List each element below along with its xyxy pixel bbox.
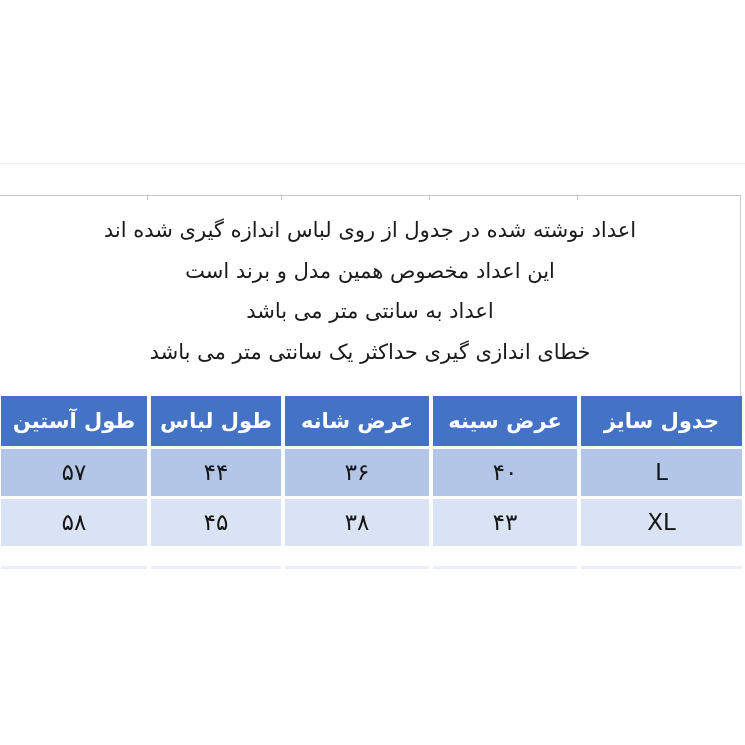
cell-chest-XL: ۴۳	[433, 499, 577, 546]
header-chest-width: عرض سینه	[433, 396, 577, 446]
grid-tick	[147, 194, 148, 200]
note-line-2: این اعداد مخصوص همین مدل و برند است	[185, 258, 555, 283]
header-shoulder-width: عرض شانه	[285, 396, 429, 446]
grid-tick	[429, 194, 430, 200]
grid-right-border	[740, 195, 741, 397]
grid-top-border	[0, 195, 741, 196]
cell-shoulder-L: ۳۶	[285, 449, 429, 496]
cell-shoulder-XL: ۳۸	[285, 499, 429, 546]
header-sleeve-length: طول آستین	[1, 396, 147, 446]
grid-tick	[281, 194, 282, 200]
cell-length-L: ۴۴	[151, 449, 281, 496]
cell-chest-L: ۴۰	[433, 449, 577, 496]
cell-size-L: L	[581, 449, 742, 496]
header-garment-length: طول لباس	[151, 396, 281, 446]
cell-sleeve-XL: ۵۸	[1, 499, 147, 546]
cell-size-XL: XL	[581, 499, 742, 546]
grid-tick	[577, 194, 578, 200]
measurement-notes	[0, 210, 740, 372]
note-line-4: خطای اندازی گیری حداکثر یک سانتی متر می باشد	[149, 339, 591, 364]
note-line-3: اعداد به سانتی متر می باشد	[246, 299, 494, 323]
note-line-1: اعداد نوشته شده در جدول از روی لباس اندازه گیری شده اند	[103, 218, 637, 242]
size-table	[1, 396, 742, 546]
header-size-chart: جدول سایز	[581, 396, 742, 446]
cropped-next-row-edge	[1, 566, 742, 569]
upper-hairline	[0, 163, 745, 164]
cell-length-XL: ۴۵	[151, 499, 281, 546]
cell-sleeve-L: ۵۷	[1, 449, 147, 496]
